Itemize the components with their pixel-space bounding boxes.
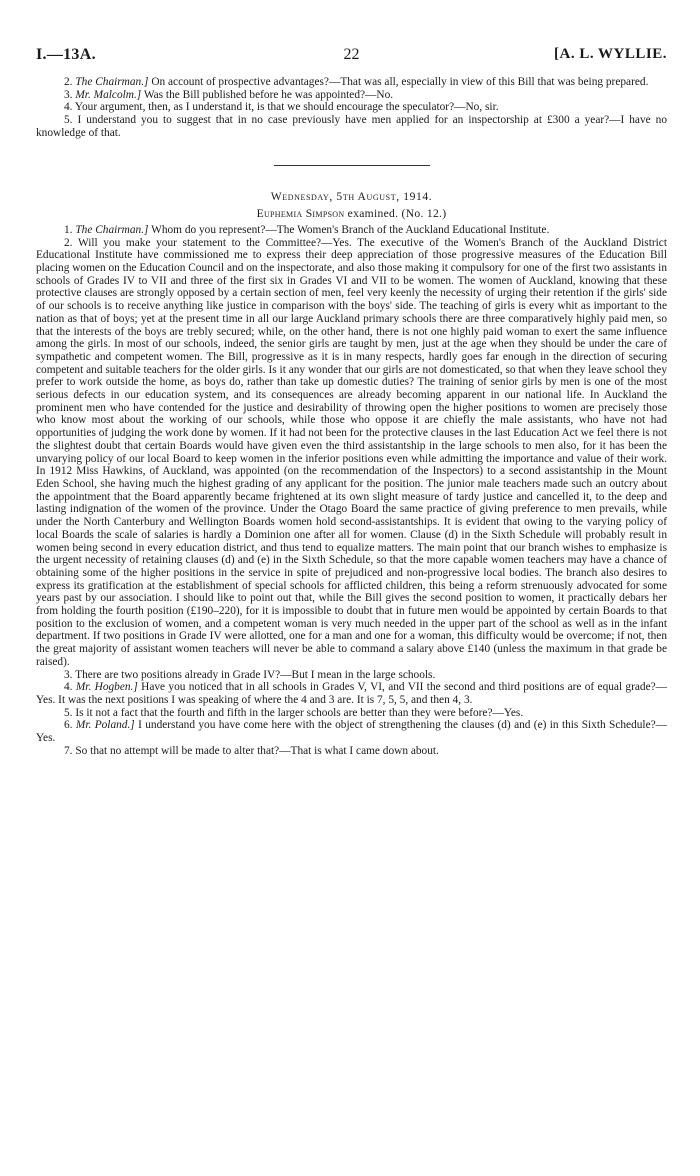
- speaker: Mr. Poland.]: [75, 719, 135, 732]
- paragraph: 4. Your argument, then, as I understand it, is that we should encourage the speculator?—No, sir.: [64, 101, 499, 114]
- report-code: I.—13A.: [36, 46, 96, 63]
- speaker: Mr. Hogben.]: [75, 681, 138, 694]
- paragraph: 3. There are two positions already in Grade IV?—But I mean in the large schools.: [64, 668, 436, 681]
- speaker: Mr. Malcolm.]: [75, 88, 142, 101]
- paragraph: 7. So that no attempt will be made to alter that?—That is what I came down about.: [64, 744, 439, 757]
- paragraph: 2. Will you make your statement to the Committee?—Yes. The executive of the Women's Branch of the Auckland District Educational Institute have commissioned me to express their deep appreciation of those progressive measures of the Education Bill placing women on the Education Council and on the inspectorate, and also those making it compulsory for one of the first two assistants in schools of Grades IV to VII and three of the first six in Grades VI and VII to be women. The women of Auckland, knowing that these protective clauses are strongly opposed by a certain section of men, feel very keenly the necessity of urging their retention if the girls' side of our schools is to receive anything like justice in comparison with the boys' side. The teaching of girls is every whit as important to the nation as that of boys; yet at the present time in all our large Auckland primary schools there are three comparatively highly paid men, so that the interests of the boys are trebly secured; while, on the other hand, there is not one highly paid woman to exert the same influence among the girls. In most of our schools, indeed, the senior girls are taught by men, just at the age when they should be under the care of sympathetic and competent women. The Bill, progressive as it is in many respects, hardly goes far enough in the direction of securing competent and suitable teachers for the older girls. Is it any wonder that our girls are not domesticated, so that when they leave school they prefer to work outside the home, as boys do, rather than take up domestic duties? The training of senior girls by men is one of the most serious defects in our education system, and its consequences are already becoming apparent in our national life. In Auckland the prominent men who have contended for the justice and desirability of throwing open the higher positions to women are precisely those who know most about the working of our schools, while those who oppose it are chiefly the male assistants, who have not had opportunities of judging the work done by women. If it had not been for the protective clauses in the last Education Act we feel there is not the slightest doubt that certain Boards would have given even the third assistantship in the large schools to men also, for it has been the unvarying policy of our local Board to keep women in the inferior positions even while admitting the importance and value of their work. In 1912 Miss Hawkins, of Auckland, was appointed (on the recommendation of the Inspectors) to a second assistantship in the Mount Eden School, she having much the highest grading of any applicant for the position. The junior male teachers made such an outcry about the appointment that the Board apparently became frightened at its own slight measure of tardy justice and cancelled it, to the deep and lasting indignation of the women of the province. Under the Otago Board the same practice of giving preference to men prevails, while under the North Canterbury and Wellington Boards women hold second-assistantships. It is evident that owing to the varying policy of local Boards the scale of salaries is hardly a Dominion one after all for women. Clause (d) in the Sixth Schedule will probably result in women being second in every education district, and thus tend to equalize matters. The main point that our branch wishes to emphasize is the urgent necessity of retaining clauses (d) and (e) in the Sixth Schedule, so that the more capable women teachers may have a chance of obtaining some of the higher positions in the service in spite of prejudiced and non-progressive local bodies. The branch also desires to express its gratification at the establishment of special schools for afflicted children, this being a reform strenuously advocated for some years past by our association. I should like to point out that, while the Bill gives the second position to women, it practically debars her from holding the fourth position (£190–220), for it is impossible to doubt that in future men would be appointed by certain Boards to that position to the exclusion of women, and a competent woman is very much needed in the upper part of the school as well as in the infant department. If two positions in Grade IV were allotted, one for a man and one for a woman, this difficulty would be overcome; if not, then the great majority of assistant women teachers will never be able to command a salary above £140 (unless the maximum in that grade be raised).: [36, 236, 667, 668]
- witness-testimony: [36, 224, 667, 758]
- witness-name: Euphemia Simpson: [256, 207, 345, 221]
- section-divider: [274, 165, 430, 166]
- paragraph: 5. Is it not a fact that the fourth and fifth in the larger schools are better than they were before?—Yes.: [64, 706, 524, 719]
- witness-heading: Euphemia Simpson examined. (No. 12.): [256, 207, 447, 221]
- speaker: The Chairman.]: [75, 223, 149, 236]
- paragraph: 5. I understand you to suggest that in no case previously have men applied for an inspectorship at £300 a year?—I have no knowledge of that.: [36, 114, 667, 139]
- witness-name-header: [A. L. WYLLIE.: [554, 46, 667, 62]
- document-body: [36, 76, 667, 757]
- paragraph: 4. Mr. Hogben.] Have you noticed that in all schools in Grades V, VI, and VII the second and third positions are of equal grade?—Yes. It was the next positions I was speaking of where the 4 and 3 are. It is 7, 5, 5, and then 4, 3.: [36, 681, 667, 706]
- paragraph: 1. The Chairman.] Whom do you represent?—The Women's Branch of the Auckland Educational Institute.: [64, 223, 550, 236]
- paragraph: 2. The Chairman.] On account of prospective advantages?—That was all, especially in view of this Bill that was being prepared.: [64, 76, 649, 88]
- paragraph: 3. Mr. Malcolm.] Was the Bill published before he was appointed?—No.: [64, 88, 394, 101]
- speaker: The Chairman.]: [75, 76, 149, 88]
- continued-testimony: [36, 76, 667, 140]
- session-date: Wednesday, 5th August, 1914.: [270, 189, 433, 203]
- paragraph: 6. Mr. Poland.] I understand you have come here with the object of strengthening the clauses (d) and (e) in this Sixth Schedule?—Yes.: [36, 719, 667, 745]
- page-number: 22: [343, 46, 360, 63]
- page-header: [36, 46, 667, 70]
